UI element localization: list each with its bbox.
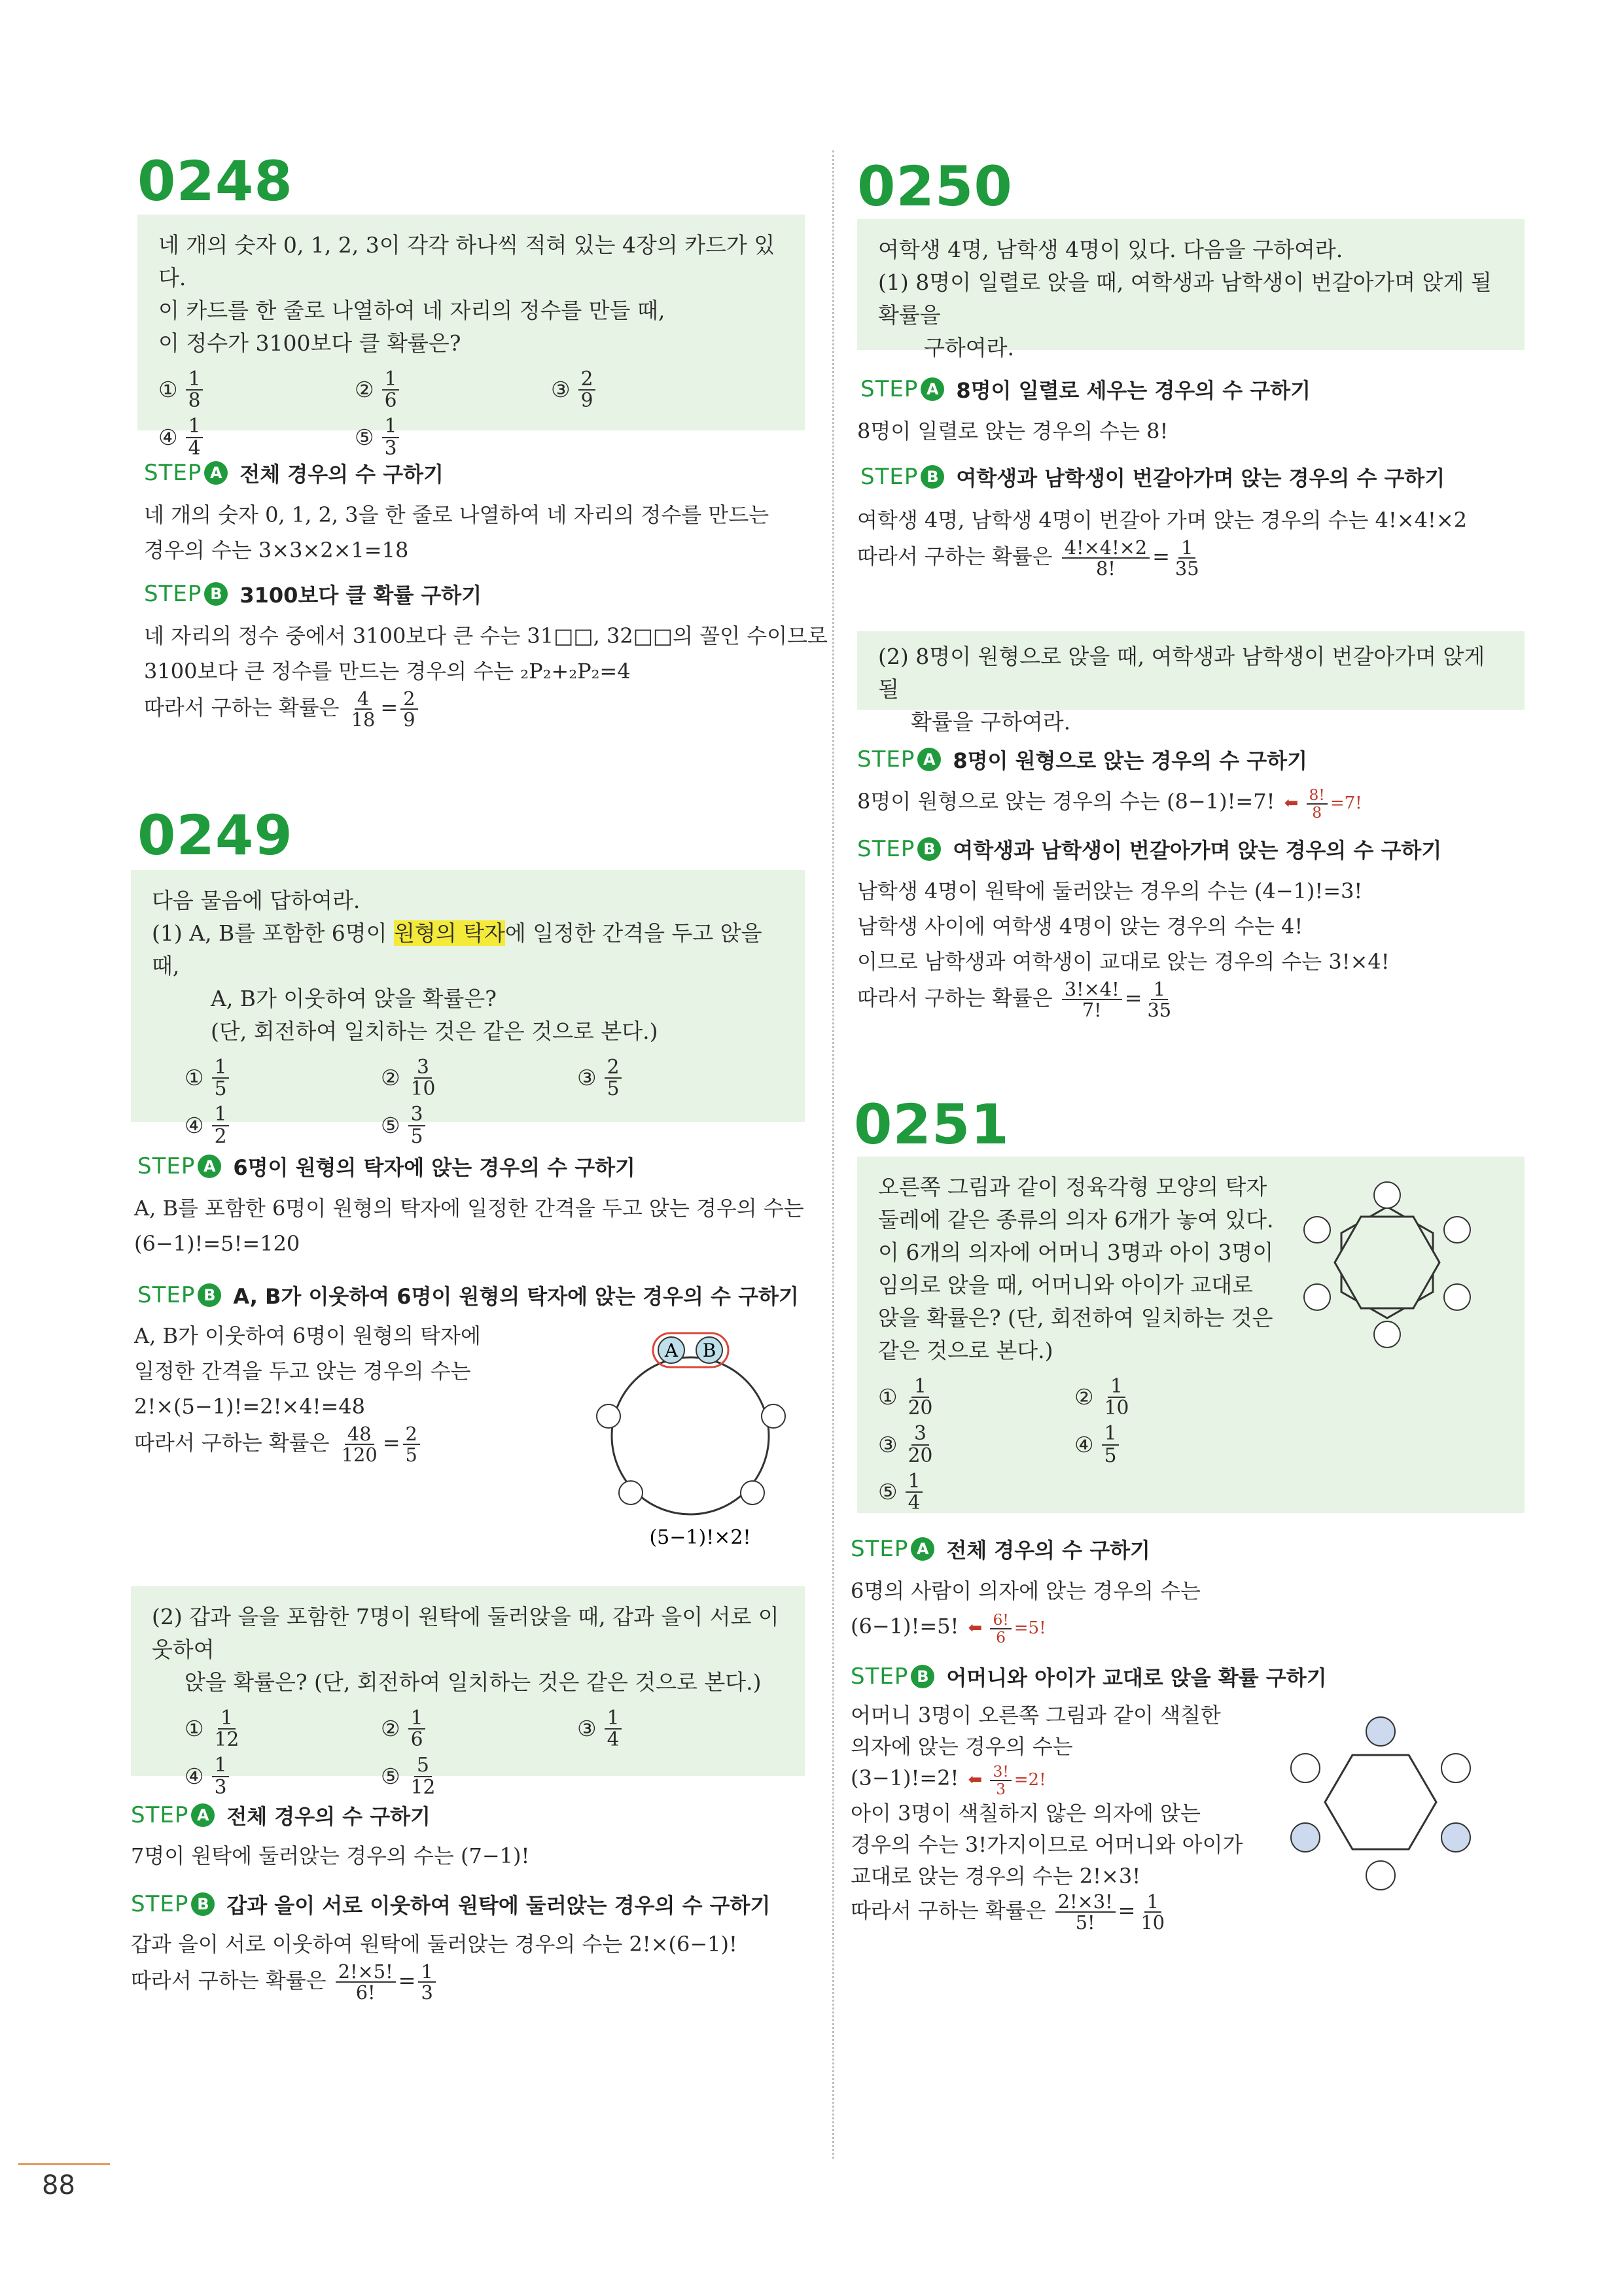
question-line: 앉을 확률은? (단, 회전하여 일치하는 것은 같은 것으로 본다.) (185, 1669, 762, 1695)
choice-1[interactable]: ① $\frac{1}{8}$ (158, 369, 355, 411)
choice-3[interactable]: ③ $\frac{1}{4}$ (577, 1708, 773, 1750)
question-line: (단, 회전하여 일치하는 것은 같은 것으로 본다.) (211, 1018, 658, 1044)
question-box-0250-2 (857, 631, 1525, 735)
page-number: 88 (42, 2170, 75, 2200)
problem-number: 0251 (854, 1092, 1010, 1157)
question-line: (2) 8명이 원형으로 앉을 때, 여학생과 남학생이 번갈아가며 앉게 될 (878, 644, 1485, 702)
step-a-heading: STEP A 전체 경우의 수 구하기 (144, 460, 444, 487)
solution-text: 네 자리의 정수 중에서 3100보다 큰 수는 31□□, 32□□의 꼴인 수이므로 3100보다 큰 정수를 만드는 경우의 수는 ₂P₂+₂P₂=4 따라서 구하는 확률은 $\frac{4}{18}$ = $\frac{2}{9}$ (144, 623, 828, 731)
figure-caption: (5−1)!×2! (649, 1526, 751, 1549)
solution-text: 6명의 사람이 의자에 앉는 경우의 수는 (6−1)!=5! ⬅ $\frac{6!}{6}$ =5! (851, 1578, 1201, 1646)
hexagon-table-figure (1286, 1168, 1489, 1377)
shaded-chair (1441, 1823, 1470, 1852)
shaded-chair (1366, 1717, 1395, 1746)
choice-3[interactable]: ③ $\frac{2}{5}$ (577, 1057, 773, 1099)
choice-5[interactable]: ⑤ $\frac{3}{5}$ (381, 1104, 577, 1146)
question-box-0249-1 (131, 870, 805, 1148)
chair (1374, 1182, 1400, 1208)
question-line: 다음 물음에 답하여라. (152, 888, 361, 913)
question-line: A, B가 이웃하여 앉을 확률은? (211, 986, 497, 1011)
hexagon-table-shape (1335, 1217, 1439, 1308)
question-box-0249-2 (131, 1586, 805, 1799)
highlight: 원형의 탁자 (394, 920, 505, 946)
chair (1366, 1861, 1395, 1890)
question-line: 이 정수가 3100보다 클 확률은? (158, 330, 461, 356)
seat (597, 1404, 620, 1428)
choices (158, 369, 784, 459)
question-line: 둘레에 같은 종류의 의자 6개가 놓여 있다. (878, 1207, 1274, 1232)
choices (152, 1057, 784, 1147)
seat (619, 1481, 643, 1505)
problem-number: 0249 (137, 803, 293, 867)
solution-text: 8명이 원형으로 앉는 경우의 수는 (8−1)!=7! ⬅ $\frac{8!}{8}$ =7! (857, 786, 1362, 822)
question-line: (1) 8명이 일렬로 앉을 때, 여학생과 남학생이 번갈아가며 앉게 될 확률을 (878, 270, 1492, 328)
choice-1[interactable]: ① $\frac{1}{5}$ (185, 1057, 381, 1099)
step-b-heading: STEP B 여학생과 남학생이 번갈아가며 앉는 경우의 수 구하기 (857, 836, 1442, 863)
solution-text: 남학생 4명이 원탁에 둘러앉는 경우의 수는 (4−1)!=3! 남학생 사이에 여학생 4명이 앉는 경우의 수는 4! 이므로 남학생과 여학생이 교대로 앉는 경우의 수는 3!×4! 따라서 구하는 확률은 $\frac{3!\times 4!}{7!}$ = $\frac{1}{35}$ (857, 878, 1390, 1022)
choice-4[interactable]: ④ $\frac{1}{5}$ (1074, 1423, 1271, 1465)
hexagon-table-shape (1325, 1755, 1436, 1849)
question-line: 확률을 구하여라. (911, 709, 1071, 735)
choice-2[interactable]: ② $\frac{3}{10}$ (381, 1056, 436, 1101)
chair (1374, 1321, 1400, 1348)
round-table-figure (589, 1321, 798, 1557)
choice-4[interactable]: ④ $\frac{1}{4}$ (158, 416, 355, 458)
choices (152, 1708, 784, 1798)
question-line: 같은 것으로 본다.) (878, 1338, 1053, 1363)
step-a-heading: STEP A 8명이 일렬로 세우는 경우의 수 구하기 (860, 376, 1311, 403)
question-box-0248 (137, 215, 805, 460)
choice-5[interactable]: ⑤ $\frac{5}{12}$ (381, 1754, 436, 1799)
step-b-heading: STEP B A, B가 이웃하여 6명이 원형의 탁자에 앉는 경우의 수 구하기 (137, 1282, 799, 1309)
seat-a-label: A (664, 1340, 679, 1361)
choice-3[interactable]: ③ $\frac{3}{20}$ (878, 1422, 933, 1467)
solution-text: 여학생 4명, 남학생 4명이 번갈아 가며 앉는 경우의 수는 4!×4!×2 따라서 구하는 확률은 $\frac{4!\times 4!\times 2}{8!}$ = $\frac{1}{35}$ (857, 508, 1468, 580)
seat (762, 1404, 785, 1428)
solution-text: 네 개의 숫자 0, 1, 2, 3을 한 줄로 나열하여 네 자리의 정수를 만드는 경우의 수는 3×3×2×1=18 (144, 502, 769, 563)
solution-text: 갑과 을이 서로 이웃하여 원탁에 둘러앉는 경우의 수는 2!×(6−1)! 따라서 구하는 확률은 $\frac{2!\times 5!}{6!}$ = $\frac{1}{3}$ (131, 1932, 737, 2004)
seat-b-label: B (702, 1340, 716, 1361)
solution-text: 7명이 원탁에 둘러앉는 경우의 수는 (7−1)! (131, 1843, 530, 1868)
step-b-heading: STEP B 어머니와 아이가 교대로 앉을 확률 구하기 (851, 1663, 1327, 1690)
hint-arrow: ⬅ $\frac{3!}{3}$ =2! (968, 1762, 1046, 1798)
seat (741, 1481, 764, 1505)
chair (1304, 1284, 1330, 1310)
step-a-heading: STEP A 6명이 원형의 탁자에 앉는 경우의 수 구하기 (137, 1153, 635, 1180)
choice-2[interactable]: ② $\frac{1}{6}$ (381, 1708, 577, 1750)
choice-3[interactable]: ③ $\frac{2}{9}$ (551, 369, 747, 411)
choice-5[interactable]: ⑤ $\frac{1}{4}$ (878, 1471, 1074, 1513)
step-b-heading: STEP B 3100보다 클 확률 구하기 (144, 581, 482, 608)
step-b-heading: STEP B 갑과 을이 서로 이웃하여 원탁에 둘러앉는 경우의 수 구하기 (131, 1891, 771, 1918)
chair (1444, 1217, 1470, 1243)
footer-rule (18, 2163, 110, 2165)
choice-4[interactable]: ④ $\frac{1}{3}$ (185, 1755, 381, 1797)
choice-2[interactable]: ② $\frac{1}{10}$ (1074, 1375, 1129, 1420)
question-line: 이 카드를 한 줄로 나열하여 네 자리의 정수를 만들 때, (158, 298, 665, 323)
question-line: 여학생 4명, 남학생 4명이 있다. 다음을 구하여라. (878, 237, 1343, 262)
question-line: (2) 갑과 을을 포함한 7명이 원탁에 둘러앉을 때, 갑과 을이 서로 이웃하여 (152, 1604, 779, 1662)
solution-text: A, B를 포함한 6명이 원형의 탁자에 일정한 간격을 두고 앉는 경우의 수는 (6−1)!=5!=120 (134, 1196, 804, 1256)
problem-number: 0248 (137, 149, 293, 213)
hint-arrow: ⬅ $\frac{8!}{8}$ =7! (1284, 786, 1362, 822)
solution-text: 8명이 일렬로 앉는 경우의 수는 8! (857, 419, 1169, 444)
step-a-heading: STEP A 전체 경우의 수 구하기 (131, 1802, 431, 1829)
step-a-heading: STEP A 전체 경우의 수 구하기 (851, 1536, 1150, 1563)
step-b-heading: STEP B 여학생과 남학생이 번갈아가며 앉는 경우의 수 구하기 (860, 464, 1445, 491)
hint-arrow: ⬅ $\frac{6!}{6}$ =5! (968, 1610, 1046, 1646)
choices (878, 1376, 1504, 1513)
choice-4[interactable]: ④ $\frac{1}{2}$ (185, 1104, 381, 1146)
question-line: 구하여라. (924, 335, 1015, 360)
step-a-heading: STEP A 8명이 원형으로 앉는 경우의 수 구하기 (857, 746, 1307, 773)
question-line: 오른쪽 그림과 같이 정육각형 모양의 탁자 (878, 1174, 1267, 1200)
chair (1444, 1284, 1470, 1310)
solution-text: 어머니 3명이 오른쪽 그림과 같이 색칠한 의자에 앉는 경우의 수는 (3−1)!=2! ⬅ $\frac{3!}{3}$ =2! 아이 3명이 색칠하지 않은 의자에 앉는 경우의 수는 3!가지이므로 어머니와 아이가 교대로 앉는 경우의 수는 2!×3! 따라서 구하는 확률은 $\frac{2!\times 3!}{5!}$ = $\frac{1}{10}$ (851, 1703, 1243, 1934)
hexagon-shaded-figure (1279, 1704, 1489, 1913)
shaded-chair (1291, 1823, 1320, 1852)
question-line: 이 6개의 의자에 어머니 3명과 아이 3명이 (878, 1240, 1274, 1265)
choice-5[interactable]: ⑤ $\frac{1}{3}$ (355, 416, 551, 458)
choice-1[interactable]: ① $\frac{1}{20}$ (878, 1375, 933, 1420)
question-line: 앉을 확률은? (단, 회전하여 일치하는 것은 (878, 1305, 1273, 1331)
question-line: (1) A, B를 포함한 6명이 원형의 탁자에 일정한 간격을 두고 앉을 때, (152, 920, 762, 979)
choice-2[interactable]: ② $\frac{1}{6}$ (355, 369, 551, 411)
solution-text: A, B가 이웃하여 6명이 원형의 탁자에 일정한 간격을 두고 앉는 경우의 수는 2!×(5−1)!=2!×4!=48 따라서 구하는 확률은 $\frac{48}{120}$ = $\frac{2}{5}$ (134, 1323, 481, 1467)
chair (1441, 1754, 1470, 1783)
question-line: 임의로 앉을 때, 어머니와 아이가 교대로 (878, 1272, 1253, 1298)
choice-1[interactable]: ① $\frac{1}{12}$ (185, 1707, 239, 1752)
column-divider (832, 150, 834, 2159)
question-box-0250-1 (857, 219, 1525, 360)
chair (1291, 1754, 1320, 1783)
problem-number: 0250 (857, 154, 1013, 218)
chair (1304, 1217, 1330, 1243)
question-line: 네 개의 숫자 0, 1, 2, 3이 각각 하나씩 적혀 있는 4장의 카드가 있다. (158, 232, 775, 290)
